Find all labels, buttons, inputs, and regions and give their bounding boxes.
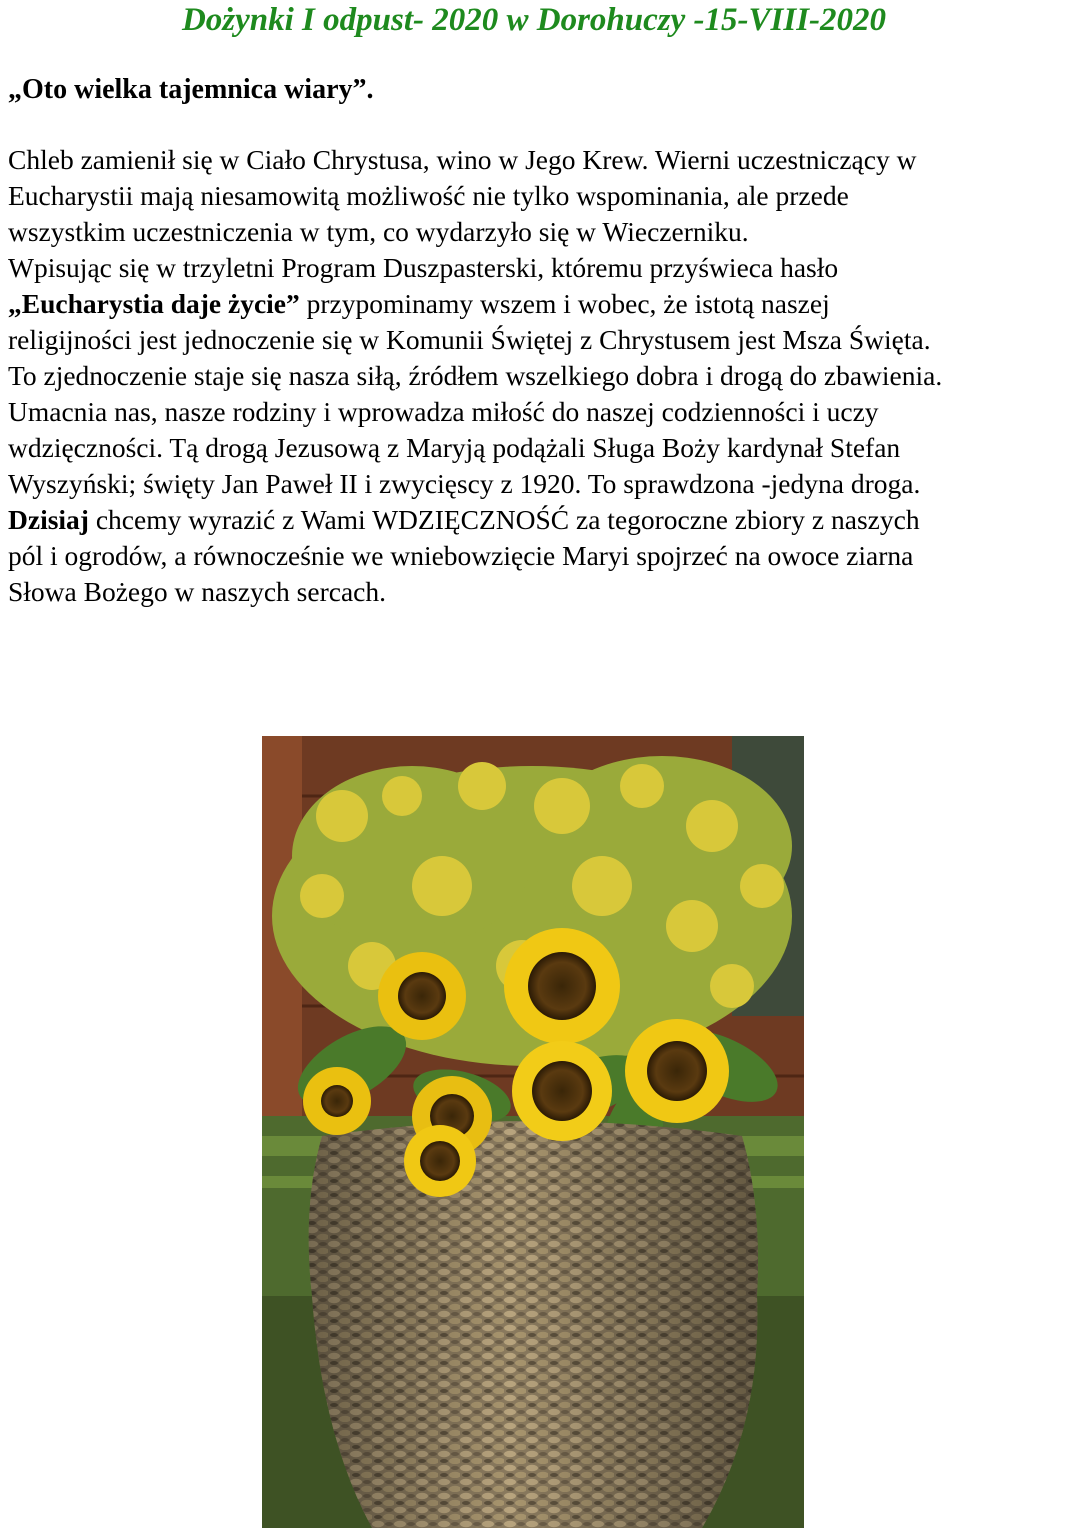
text-line: Słowa Bożego w naszych sercach. [8, 576, 386, 607]
page-title: Dożynki I odpust- 2020 w Dorohuczy -15-VIII-2020 [181, 2, 887, 38]
slogan-bold: „Eucharystia daje życie” [8, 288, 300, 319]
text-line: Wyszyński; święty Jan Paweł II i zwycięscy z 1920. To sprawdzona -jedyna droga. [8, 468, 921, 499]
text-line: „Eucharystia daje życie” przypominamy wszem i wobec, że istotą naszej [8, 288, 830, 319]
text-line: Wpisując się w trzyletni Program Duszpasterski, któremu przyświeca hasło [8, 252, 839, 283]
text-line: To zjednoczenie staje się nasza siłą, źródłem wszelkiego dobra i drogą do zbawienia. [8, 360, 943, 391]
text-line: pól i ogrodów, a równocześnie we wniebowzięcie Maryi spojrzeć na owoce ziarna [8, 540, 914, 571]
text-line: Dzisiaj chcemy wyrazić z Wami WDZIĘCZNOŚĆ za tegoroczne zbiory z naszych [8, 504, 920, 535]
text-line: wdzięczności. Tą drogą Jezusową z Maryją podążali Sługa Boży kardynał Stefan [8, 432, 901, 463]
text-line: wszystkim uczestniczenia w tym, co wydarzyło się w Wieczerniku. [8, 216, 749, 247]
text-line: religijności jest jednoczenie się w Komunii Świętej z Chrystusem jest Msza Święta. [8, 324, 931, 355]
article-body [8, 142, 1070, 610]
today-bold: Dzisiaj [8, 504, 89, 535]
subtitle-quote: „Oto wielka tajemnica wiary”. [8, 74, 374, 105]
text-line: Eucharystii mają niesamowitą możliwość nie tylko wspominania, ale przede [8, 180, 849, 211]
text-line: Chleb zamienił się w Ciało Chrystusa, wino w Jego Krew. Wierni uczestniczący w [8, 144, 917, 175]
text-line: Umacnia nas, nasze rodziny i wprowadza miłość do naszej codzienności i uczy [8, 396, 879, 427]
sunflower-basket-photo [262, 736, 804, 1528]
